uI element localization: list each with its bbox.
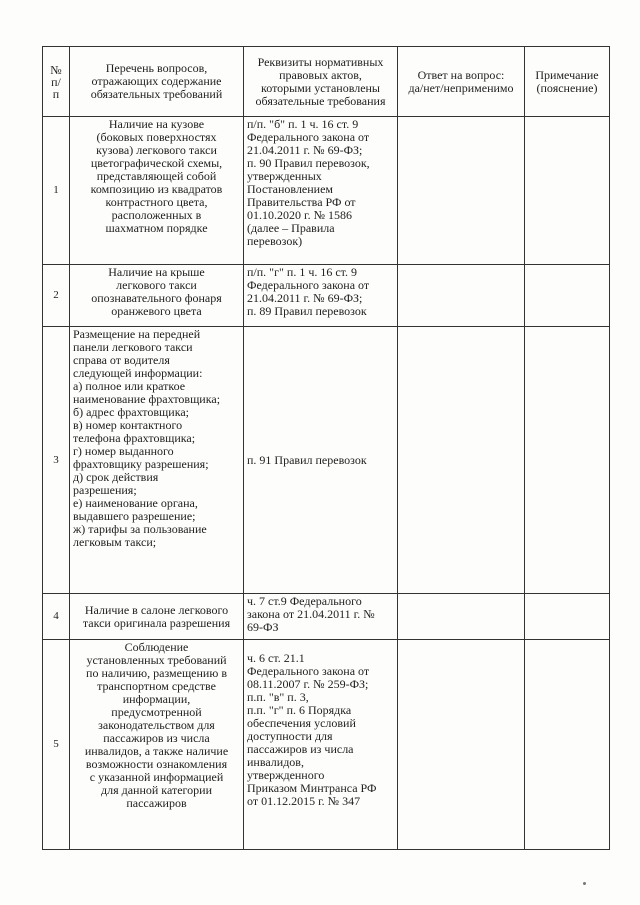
act-line: Федерального закона от	[247, 278, 370, 292]
question-line: опознавательного фонаря	[91, 291, 222, 305]
table-row	[43, 265, 610, 327]
question-line: легкового такси	[116, 278, 197, 292]
act-line: Постановлением	[247, 182, 334, 196]
question-line: фрахтовщику разрешения;	[73, 457, 209, 471]
question-line: цветографической схемы,	[90, 156, 223, 170]
question-line: информации,	[122, 692, 191, 706]
question-line: Наличие в салоне легкового	[84, 602, 229, 617]
act-line: доступности для	[247, 729, 333, 743]
act-line: ч. 7 ст.9 Федерального	[247, 594, 362, 608]
header-answer-line: да/нет/неприменимо	[408, 80, 514, 95]
act-line: п/п. "г" п. 1 ч. 16 ст. 9	[247, 265, 358, 279]
question-line: выдавшего разрешение;	[73, 509, 196, 523]
header-acts	[244, 47, 398, 117]
question-line: с указанной информацией	[89, 770, 224, 784]
question-line: (боковых поверхностях	[96, 130, 217, 144]
header-questions	[70, 47, 244, 117]
act-line: 01.10.2020 г. № 1586	[247, 208, 353, 222]
scan-dot	[583, 882, 586, 885]
question-line: д) срок действия	[73, 470, 159, 484]
header-acts-line: правовых актов,	[279, 67, 362, 82]
act-line: 21.04.2011 г. № 69-ФЗ;	[247, 291, 363, 305]
act-line: перевозок)	[247, 234, 303, 248]
question-line: панели легкового такси	[73, 340, 193, 354]
question-line: г) номер выданного	[73, 444, 174, 458]
question-line: предусмотренной	[111, 705, 202, 719]
act-line: п.п. "г" п. 6 Порядка	[247, 703, 352, 717]
act-line: (далее – Правила	[247, 221, 335, 235]
question-line: а) полное или краткое	[73, 379, 186, 393]
act-line: Федерального закона от	[247, 130, 370, 144]
question-line: шахматном порядке	[105, 221, 208, 235]
question-line: легковым такси;	[73, 535, 157, 549]
row-number: 4	[43, 594, 70, 640]
question-line: представляющей собой	[96, 169, 217, 183]
row-number: 2	[43, 265, 70, 327]
act-line: пассажиров из числа	[247, 742, 354, 756]
question-line: инвалидов, а также наличие	[84, 744, 229, 758]
question-line: возможности ознакомления	[85, 757, 228, 771]
row-number: 1	[43, 117, 70, 265]
header-answer	[398, 47, 525, 117]
question-line: разрешения;	[73, 483, 137, 497]
question-line: Размещение на передней	[73, 327, 201, 341]
question-line: Наличие на кузове	[108, 117, 205, 131]
act-line: п.п. "в" п. 3,	[247, 690, 309, 704]
question-line: следующей информации:	[73, 366, 203, 380]
table-row	[43, 327, 610, 594]
question-line: оранжевого цвета	[111, 304, 202, 318]
question-line: транспортном средстве	[97, 679, 216, 693]
header-num-line: №	[50, 62, 62, 77]
table-row	[43, 117, 610, 265]
checklist-table	[42, 46, 610, 850]
row-note-cell[interactable]	[525, 594, 610, 640]
row-answer-cell[interactable]	[398, 327, 525, 594]
act-line: 69-ФЗ	[247, 620, 279, 634]
header-acts-line: обязательные требования	[255, 93, 386, 108]
row-acts	[244, 117, 398, 265]
row-question	[70, 265, 244, 327]
act-line: обеспечения условий	[247, 716, 356, 730]
act-line: п. 91 Правил перевозок	[247, 452, 367, 467]
row-note-cell[interactable]	[525, 640, 610, 850]
act-line: 08.11.2007 г. № 259-ФЗ;	[247, 677, 369, 691]
row-number: 5	[43, 640, 70, 850]
question-line: ж) тарифы за пользование	[73, 522, 207, 536]
table-row	[43, 640, 610, 850]
row-answer-cell[interactable]	[398, 117, 525, 265]
header-questions-line: обязательных требований	[90, 87, 223, 101]
header-acts-line: которыми установлены	[261, 80, 380, 95]
header-note-line: (пояснение)	[536, 80, 598, 95]
header-num	[43, 47, 70, 117]
header-note	[525, 47, 610, 117]
act-line: инвалидов,	[247, 755, 304, 769]
question-line: пассажиров из числа	[103, 731, 210, 745]
question-line: Соблюдение	[124, 640, 189, 654]
header-questions-line: отражающих содержание	[91, 74, 222, 88]
row-note-cell[interactable]	[525, 265, 610, 327]
header-note-line: Примечание	[535, 67, 599, 82]
header-num-line: п	[52, 86, 60, 101]
question-line: кузова) легкового такси	[96, 143, 217, 157]
header-num-line: п/	[51, 74, 61, 89]
row-acts	[244, 265, 398, 327]
row-question	[70, 594, 244, 640]
question-line: установленных требований	[86, 653, 227, 667]
question-line: в) номер контактного	[73, 418, 183, 432]
question-line: такси оригинала разрешения	[82, 615, 231, 630]
row-note-cell[interactable]	[525, 117, 610, 265]
act-line: п. 89 Правил перевозок	[247, 304, 367, 318]
row-question	[70, 117, 244, 265]
act-line: ч. 6 ст. 21.1	[247, 651, 305, 665]
question-line: по наличию, размещению в	[86, 666, 227, 680]
act-line: 21.04.2011 г. № 69-ФЗ;	[247, 143, 363, 157]
row-acts	[244, 327, 398, 594]
question-line: е) наименование органа,	[73, 496, 198, 510]
question-line: телефона фрахтовщика;	[73, 431, 196, 445]
act-line: утвержденного	[247, 768, 325, 782]
question-line: композицию из квадратов	[90, 182, 223, 196]
question-line: расположенных в	[111, 208, 202, 222]
act-line: п/п. "б" п. 1 ч. 16 ст. 9	[247, 117, 359, 131]
question-line: б) адрес фрахтовщика;	[73, 405, 190, 419]
row-question	[70, 327, 244, 594]
question-line: Наличие на крыше	[108, 265, 205, 279]
act-line: Федерального закона от	[247, 664, 370, 678]
question-line: пассажиров	[126, 796, 187, 810]
act-line: от 01.12.2015 г. № 347	[247, 794, 361, 808]
row-answer-cell[interactable]	[398, 640, 525, 850]
row-answer-cell[interactable]	[398, 594, 525, 640]
question-line: контрастного цвета,	[105, 195, 208, 209]
header-questions-line: Перечень вопросов,	[105, 61, 208, 75]
question-line: для данной категории	[100, 783, 212, 797]
header-answer-line: Ответ на вопрос:	[417, 67, 505, 82]
act-line: Приказом Минтранса РФ	[247, 781, 377, 795]
row-answer-cell[interactable]	[398, 265, 525, 327]
header-acts-line: Реквизиты нормативных	[257, 54, 384, 69]
row-note-cell[interactable]	[525, 327, 610, 594]
act-line: закона от 21.04.2011 г. №	[247, 607, 375, 621]
row-question	[70, 640, 244, 850]
row-number: 3	[43, 327, 70, 594]
act-line: п. 90 Правил перевозок,	[247, 156, 370, 170]
row-acts	[244, 594, 398, 640]
act-line: утвержденных	[247, 169, 322, 183]
act-line: Правительства РФ от	[247, 195, 356, 209]
question-line: справа от водителя	[73, 353, 170, 367]
table-row	[43, 594, 610, 640]
question-line: наименование фрахтовщика;	[73, 392, 221, 406]
table-header-row	[43, 47, 610, 117]
question-line: законодательством для	[98, 718, 215, 732]
row-acts	[244, 640, 398, 850]
